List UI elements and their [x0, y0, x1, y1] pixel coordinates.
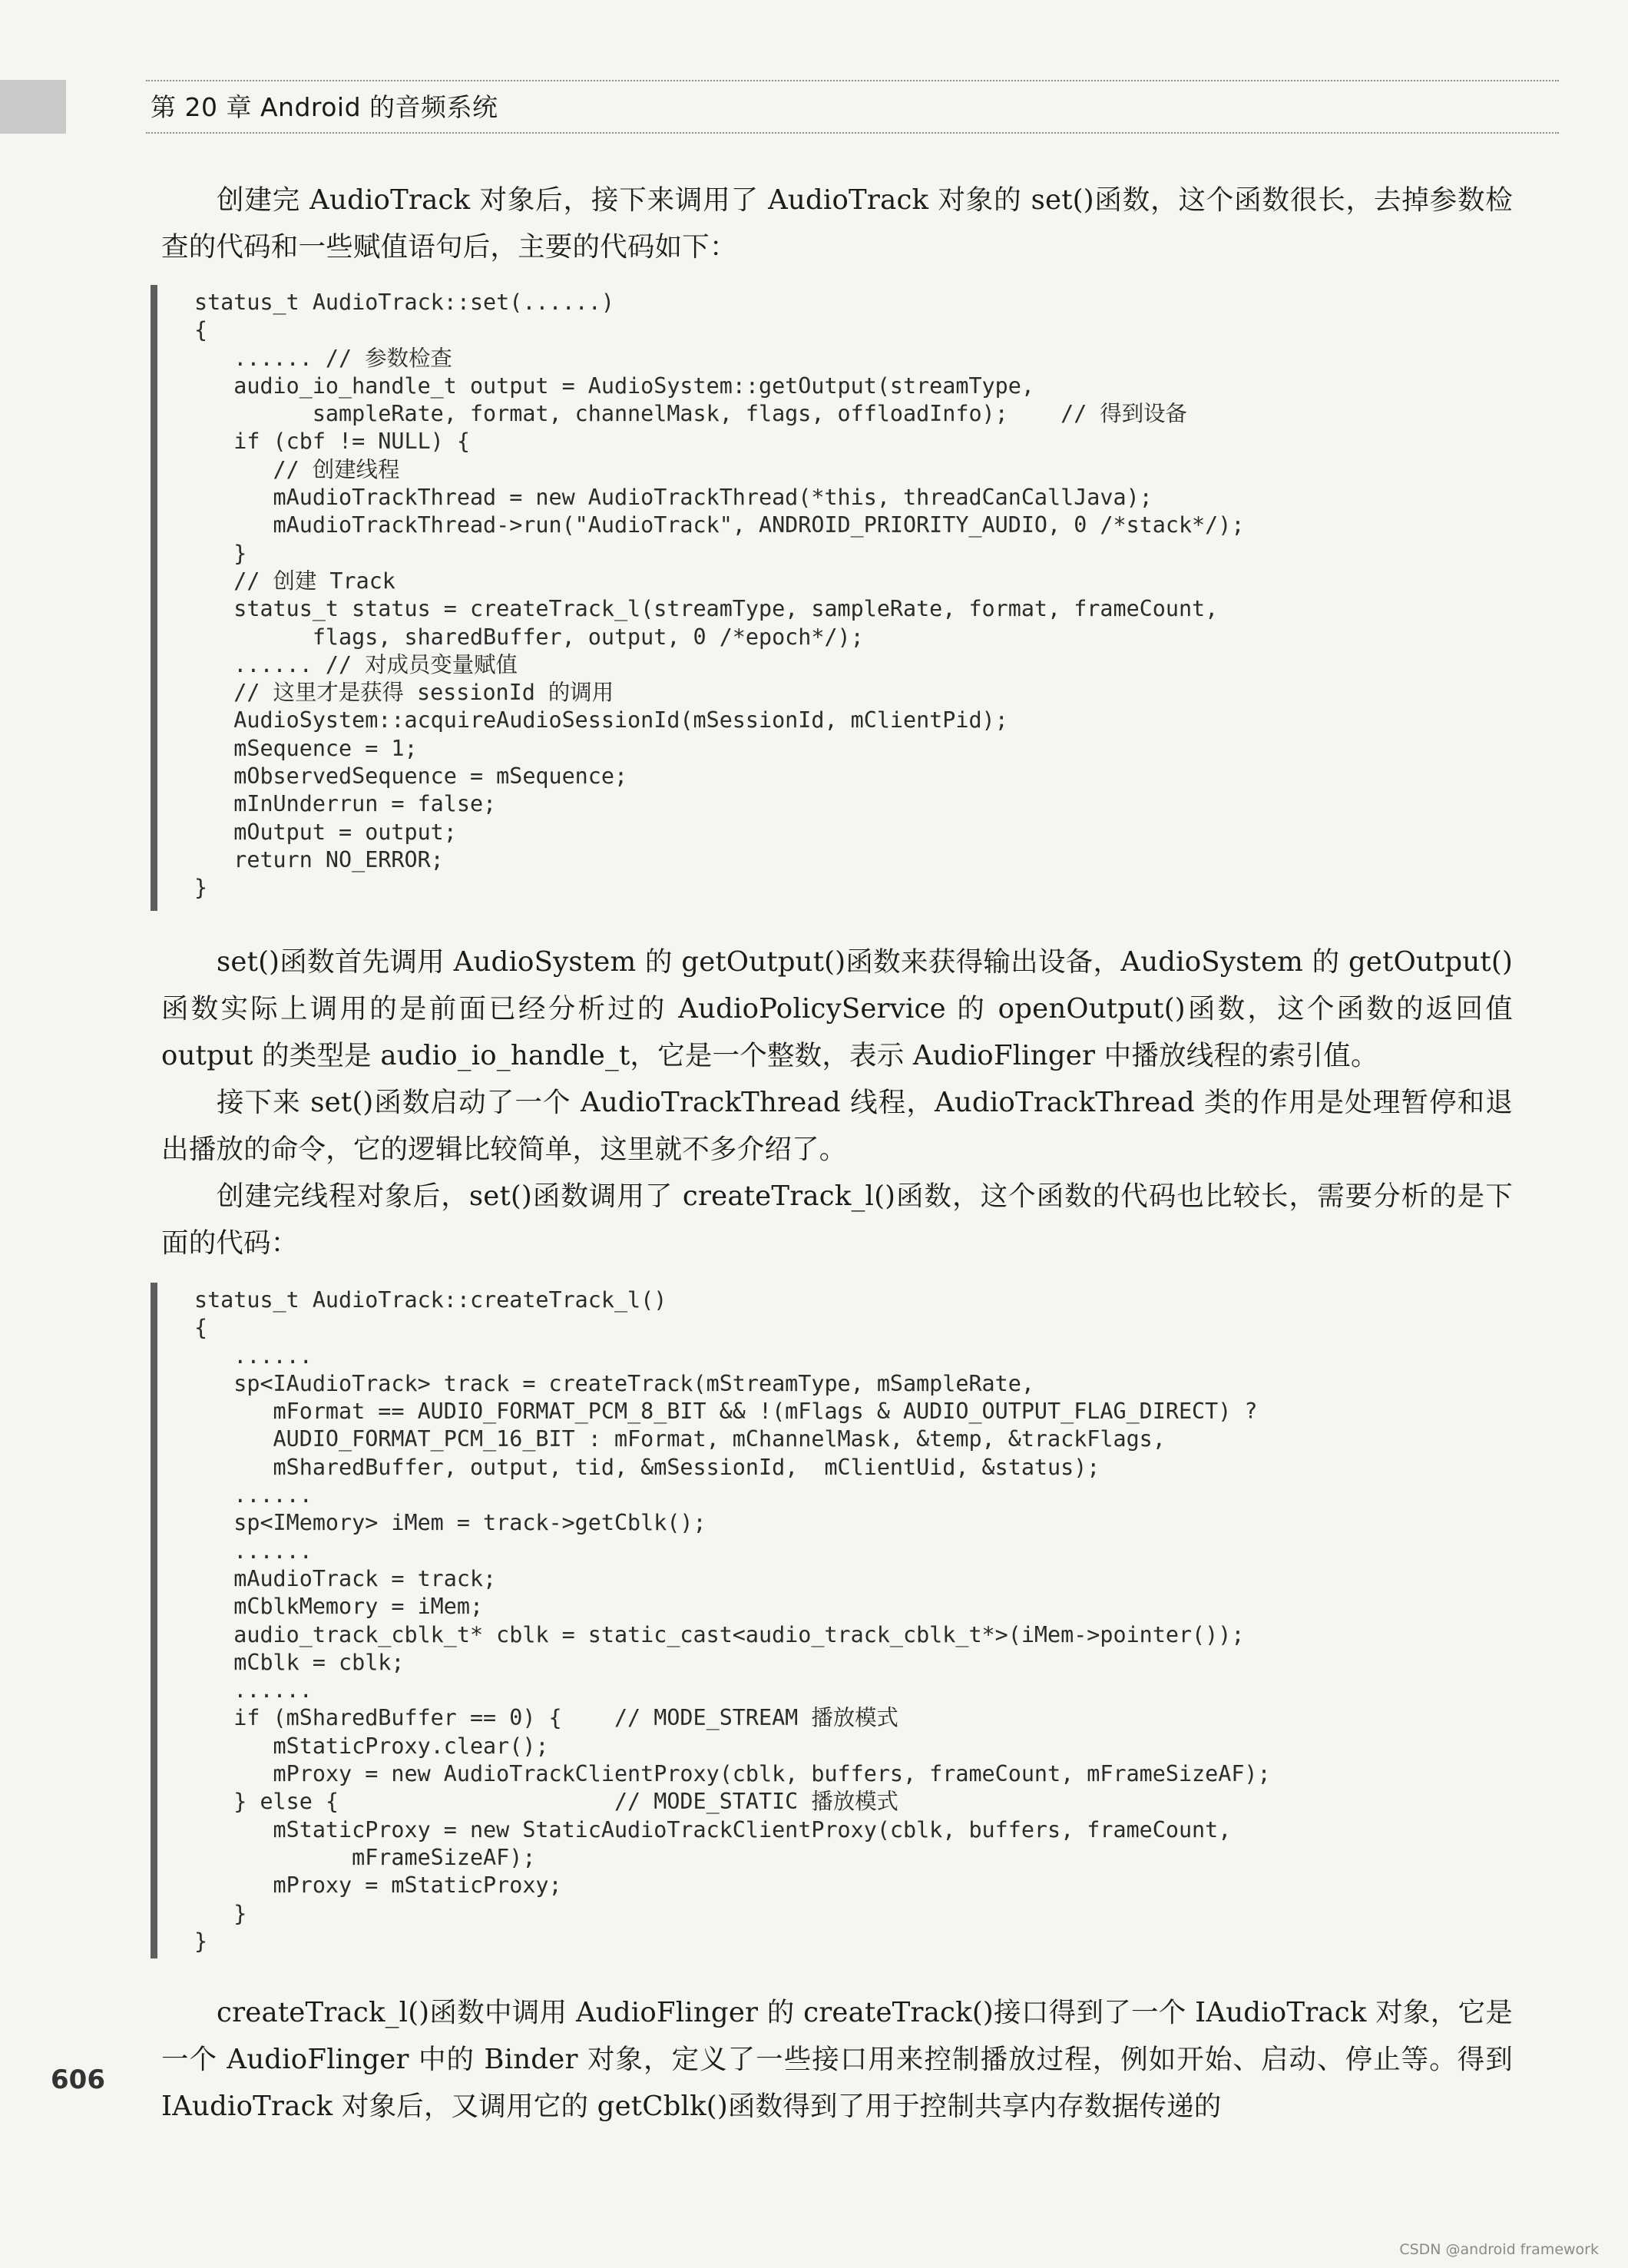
- paragraph-audiotrackthread: 接下来 set()函数启动了一个 AudioTrackThread 线程，AudioTrackThread 类的作用是处理暂停和退出播放的命令，它的逻辑比较简单，这里就不多介绍了。: [161, 1087, 1513, 1165]
- code-block-createtrack-function: status_t AudioTrack::createTrack_l() { ...... sp<IAudioTrack> track = createTrack(mStreamType, mSampleRate, mFormat == AUDIO_FORMAT_PCM_8_BIT && !(mFlags & AUDIO_OUTPUT_FLAG_DIRECT) ? AUDIO_FORMAT_PCM_16_BIT : mFormat, mChannelMask, &temp, &trackFlags, mSharedBuffer, output, tid, &mSessionId, mClientUid, &status); ...... sp<IMemory> iMem = track->getCblk(); ...... mAudioTrack = track; mCblkMemory = iMem; audio_track_cblk_t* cblk = static_cast<audio_track_cblk_t*>(iMem->pointer()); mCblk = cblk; ...... if (mSharedBuffer == 0) { // MODE_STREAM 播放模式 mStaticProxy.clear(); mProxy = new AudioTrackClientProxy(cblk, buffers, frameCount, mFrameSizeAF); } else { // MODE_STATIC 播放模式 mStaticProxy = new StaticAudioTrackClientProxy(cblk, buffers, frameCount, mFrameSizeAF); mProxy = mStaticProxy; } }: [151, 1283, 1556, 1958]
- paragraph-intro-set: 创建完 AudioTrack 对象后，接下来调用了 AudioTrack 对象的 set()函数，这个函数很长，去掉参数检查的代码和一些赋值语句后，主要的代码如下：: [161, 184, 1513, 263]
- code-block-set-function: status_t AudioTrack::set(......) { ...... // 参数检查 audio_io_handle_t output = AudioSystem::getOutput(streamType, sampleRate, format, channelMask, flags, offloadInfo); // 得到设备 if (cbf != NULL) { // 创建线程 mAudioTrackThread = new AudioTrackThread(*this, threadCanCallJava); mAudioTrackThread->run("AudioTrack", ANDROID_PRIORITY_AUDIO, 0 /*stack*/); } // 创建 Track status_t status = createTrack_l(streamType, sampleRate, format, frameCount, flags, sharedBuffer, output, 0 /*epoch*/); ...... // 对成员变量赋值 // 这里才是获得 sessionId 的调用 AudioSystem::acquireAudioSessionId(mSessionId, mClientPid); mSequence = 1; mObservedSequence = mSequence; mInUnderrun = false; mOutput = output; return NO_ERROR; }: [151, 285, 1556, 911]
- page-number: 606: [51, 2064, 105, 2095]
- paragraph-createtrack-intro: 创建完线程对象后，set()函数调用了 createTrack_l()函数，这个函数的代码也比较长，需要分析的是下面的代码：: [161, 1180, 1513, 1259]
- paragraph-iaudiotrack: createTrack_l()函数中调用 AudioFlinger 的 createTrack()接口得到了一个 IAudioTrack 对象，它是一个 AudioFlinger 中的 Binder 对象，定义了一些接口用来控制播放过程，例如开始、启动、停止等。得到 IAudioTrack 对象后，又调用它的 getCblk()函数得到了用于控制共享内存数据传递的: [161, 1997, 1513, 2122]
- paragraph-getoutput: set()函数首先调用 AudioSystem 的 getOutput()函数来获得输出设备，AudioSystem 的 getOutput()函数实际上调用的是前面已经分析过的 AudioPolicyService 的 openOutput()函数，这个函数的返回值 output 的类型是 audio_io_handle_t，它是一个整数，表示 AudioFlinger 中播放线程的索引值。: [161, 946, 1513, 1071]
- csdn-watermark: CSDN @android framework: [1399, 2241, 1599, 2258]
- header-rule-bottom: [146, 132, 1559, 134]
- header-rule-top: [146, 80, 1559, 81]
- chapter-tab-marker: [0, 80, 66, 134]
- chapter-title: 第 20 章 Android 的音频系统: [151, 92, 498, 122]
